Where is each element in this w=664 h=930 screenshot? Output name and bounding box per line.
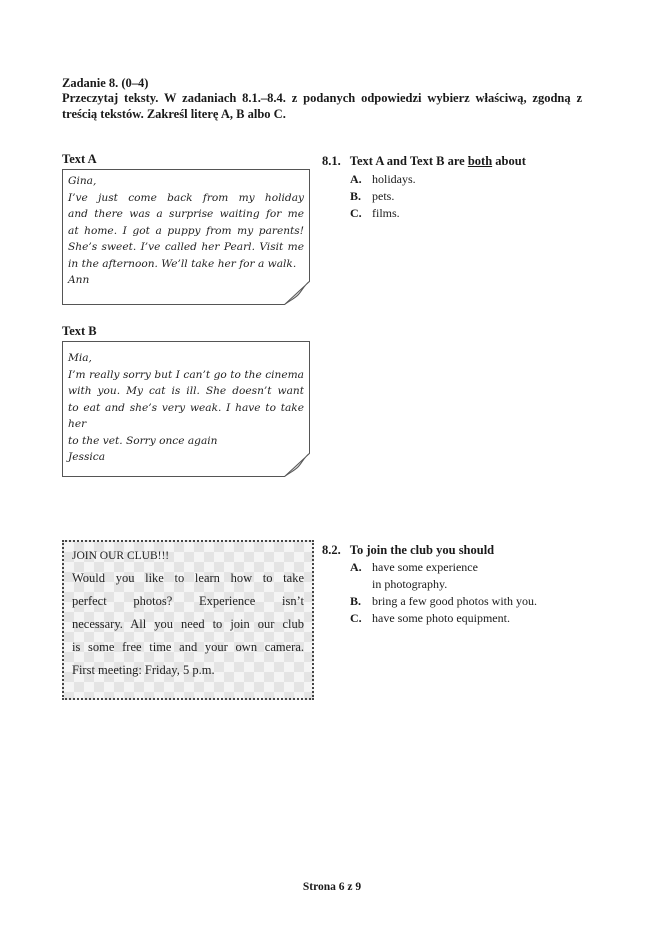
question-8-1 (322, 152, 526, 170)
text-a-line: at home. I got a puppy from my parents! (68, 224, 304, 237)
page-curl-icon (284, 281, 310, 305)
club-headline: JOIN OUR CLUB!!! (72, 550, 170, 562)
question-stem: To join the club you should (349, 543, 495, 557)
option-text: have some experience (372, 560, 478, 574)
text-b-greeting: Mia, (68, 352, 92, 364)
club-line: perfect photos? Experience isn’t (72, 594, 304, 608)
text-b-line: with you. My cat is ill. She doesn’t want (68, 385, 304, 397)
text-b-line: to the vet. Sorry once again (68, 434, 218, 447)
task-instruction: Przeczytaj teksty. W zadaniach 8.1.–8.4. z podanych odpowiedzi wybierz właściwą, zgodną z treścią tekstów. Zakreśl literę A, B albo C. (62, 91, 582, 121)
text-a-note (62, 169, 310, 305)
text-b-label: Text B (62, 324, 97, 338)
text-a-line: and there was a surprise waiting for me (68, 208, 304, 220)
answer-option[interactable] (350, 593, 537, 610)
option-text-continued: in photography. (372, 577, 448, 591)
answer-option[interactable] (350, 205, 416, 222)
answer-option[interactable] (350, 559, 537, 576)
text-b-line: I’m really sorry but I can’t go to the cinema (68, 368, 304, 381)
question-8-1-options (350, 171, 416, 222)
text-b-body (63, 342, 309, 466)
text-b-line: to eat and she’s very weak. I have to take her (68, 401, 304, 430)
answer-option[interactable] (350, 171, 416, 188)
text-a-line: She’s sweet. I’ve called her Pearl. Visit me (68, 241, 304, 253)
question-8-2 (322, 541, 494, 559)
text-a-signature: Ann (68, 274, 90, 286)
club-line: First meeting: Friday, 5 p.m. (72, 663, 215, 677)
text-a-line: in the afternoon. We’ll take her for a walk. (68, 257, 297, 270)
question-stem-text: Text A and Text B are (349, 154, 468, 168)
club-line: Would you like to learn how to take (72, 571, 304, 585)
option-text: films. (372, 206, 400, 220)
option-letter: B. (350, 594, 362, 608)
question-number: 8.2. (322, 543, 341, 557)
task-title: Zadanie 8. (0–4) (62, 76, 149, 90)
page-curl-icon (284, 453, 310, 477)
page-number: Strona 6 z 9 (302, 881, 362, 893)
club-line: necessary. All you need to join our club (72, 617, 304, 631)
club-line: is some free time and your own camera. (72, 640, 304, 654)
option-letter: A. (350, 560, 362, 574)
answer-option[interactable] (350, 610, 537, 627)
club-advert (62, 540, 314, 700)
answer-option[interactable] (350, 188, 416, 205)
text-b-signature: Jessica (68, 451, 106, 463)
text-a-greeting: Gina, (68, 175, 97, 187)
question-8-2-options (350, 559, 537, 627)
option-letter: A. (350, 172, 362, 186)
option-text: holidays. (372, 172, 416, 186)
text-a-label: Text A (62, 152, 97, 166)
text-a-body (63, 170, 309, 289)
option-text: bring a few good photos with you. (372, 594, 537, 608)
option-text: have some photo equipment. (372, 611, 510, 625)
option-letter: B. (350, 189, 362, 203)
option-text: pets. (372, 189, 395, 203)
text-a-line: I’ve just come back from my holiday (68, 191, 304, 204)
question-number: 8.1. (322, 154, 341, 168)
text-b-note (62, 341, 310, 477)
question-stem-text: about (492, 154, 526, 168)
club-advert-text (64, 542, 312, 682)
option-letter: C. (350, 206, 362, 220)
question-stem (350, 154, 526, 168)
question-stem-underlined: both (467, 154, 493, 168)
option-letter: C. (350, 611, 362, 625)
